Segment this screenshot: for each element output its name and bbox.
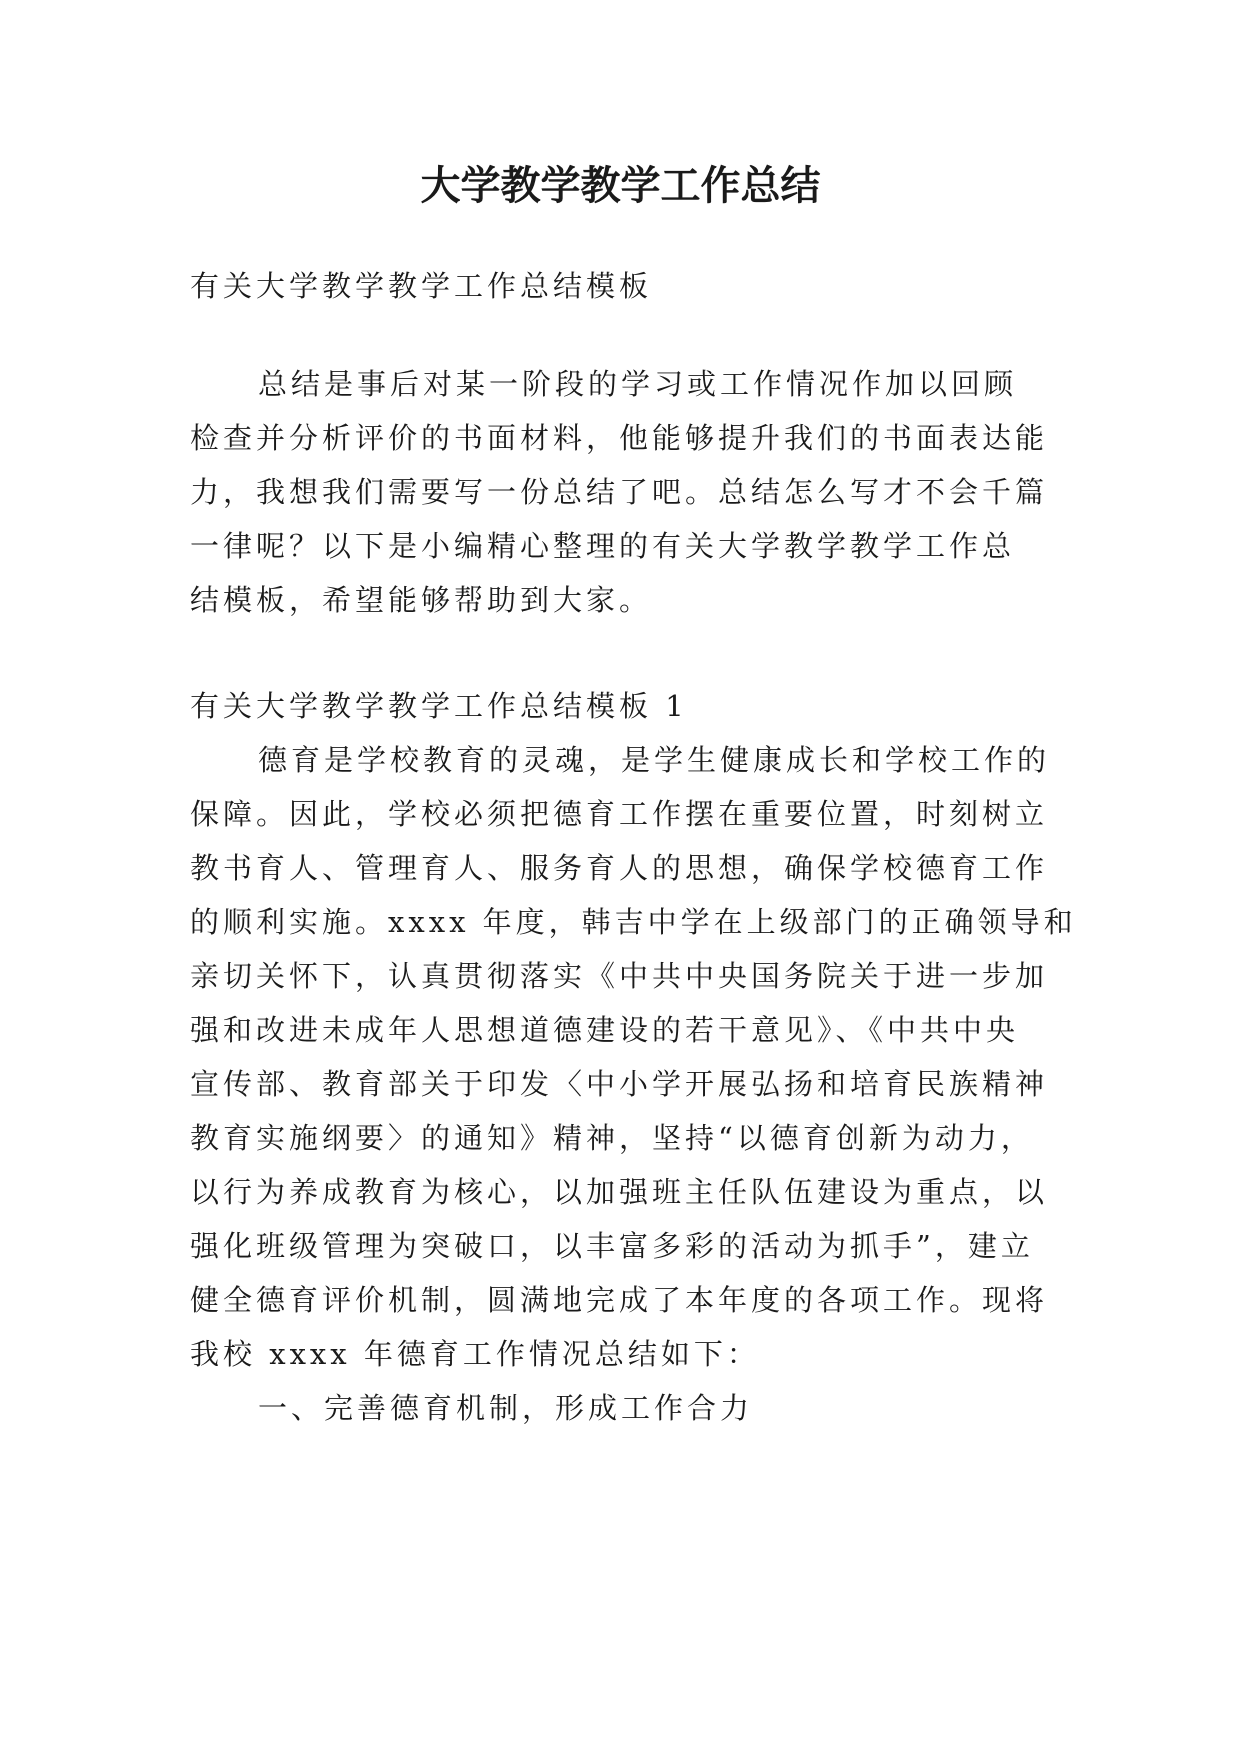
body-line: 强和改进未成年人思想道德建设的若干意见》、《中共中央 bbox=[190, 1013, 1020, 1047]
body-line: 健全德育评价机制，圆满地完成了本年度的各项工作。现将 bbox=[190, 1283, 1049, 1317]
body-line: 教书育人、管理育人、服务育人的思想，确保学校德育工作 bbox=[190, 851, 1049, 885]
intro-line: 结模板，希望能够帮助到大家。 bbox=[190, 583, 653, 617]
document-subtitle: 有关大学教学教学工作总结模板 bbox=[190, 269, 653, 303]
body-line: 保障。因此，学校必须把德育工作摆在重要位置，时刻树立 bbox=[190, 797, 1049, 831]
body-line: 亲切关怀下，认真贯彻落实《中共中央国务院关于进一步加 bbox=[190, 959, 1049, 993]
body-line: 强化班级管理为突破口，以丰富多彩的活动为抓手”，建立 bbox=[190, 1229, 1034, 1263]
intro-line: 一律呢？以下是小编精心整理的有关大学教学教学工作总 bbox=[190, 529, 1016, 563]
body-line: 宣传部、教育部关于印发〈中小学开展弘扬和培育民族精神 bbox=[190, 1067, 1049, 1101]
document-title: 大学教学教学工作总结 bbox=[420, 163, 821, 209]
body-line: 教育实施纲要〉的通知》精神，坚持“以德育创新为动力， bbox=[190, 1121, 1034, 1155]
section-heading: 有关大学教学教学工作总结模板 1 bbox=[190, 689, 688, 723]
intro-line: 总结是事后对某一阶段的学习或工作情况作加以回顾 bbox=[258, 367, 1018, 401]
body-line: 的顺利实施。xxxx 年度，韩吉中学在上级部门的正确领导和 bbox=[190, 905, 1077, 939]
body-line: 德育是学校教育的灵魂，是学生健康成长和学校工作的 bbox=[258, 743, 1051, 777]
body-line: 以行为养成教育为核心，以加强班主任队伍建设为重点，以 bbox=[190, 1175, 1049, 1209]
intro-line: 检查并分析评价的书面材料，他能够提升我们的书面表达能 bbox=[190, 421, 1049, 455]
point-heading: 一、完善德育机制，形成工作合力 bbox=[258, 1391, 754, 1425]
body-line: 我校 xxxx 年德育工作情况总结如下： bbox=[190, 1337, 760, 1371]
intro-line: 力，我想我们需要写一份总结了吧。总结怎么写才不会千篇 bbox=[190, 475, 1049, 509]
